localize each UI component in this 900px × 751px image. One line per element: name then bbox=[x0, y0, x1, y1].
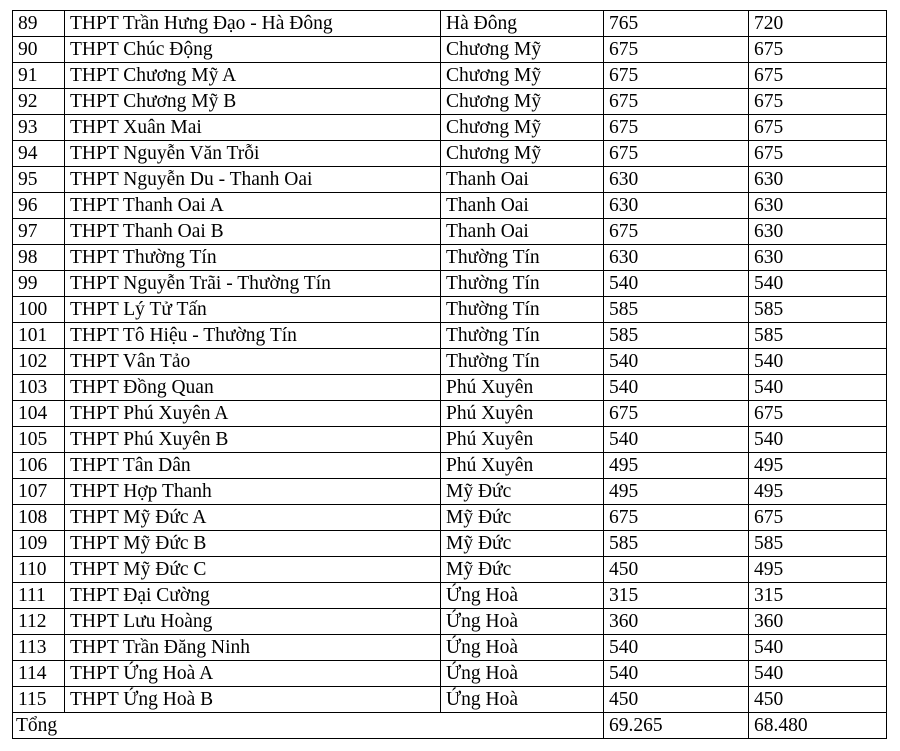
school-name-cell: THPT Nguyễn Trãi - Thường Tín bbox=[65, 271, 441, 297]
table-body bbox=[13, 11, 887, 713]
school-quota-table bbox=[12, 10, 887, 739]
district-cell: Chương Mỹ bbox=[441, 141, 604, 167]
school-name-cell: THPT Lý Tử Tấn bbox=[65, 297, 441, 323]
district-cell: Thường Tín bbox=[441, 349, 604, 375]
school-name-cell: THPT Trần Hưng Đạo - Hà Đông bbox=[65, 11, 441, 37]
value-2-cell: 630 bbox=[749, 167, 887, 193]
value-2-cell: 540 bbox=[749, 635, 887, 661]
value-1-cell: 675 bbox=[604, 219, 749, 245]
district-cell: Chương Mỹ bbox=[441, 37, 604, 63]
value-2-cell: 585 bbox=[749, 323, 887, 349]
value-2-cell: 495 bbox=[749, 557, 887, 583]
total-value-2: 68.480 bbox=[749, 713, 887, 739]
school-name-cell: THPT Xuân Mai bbox=[65, 115, 441, 141]
district-cell: Phú Xuyên bbox=[441, 375, 604, 401]
school-name-cell: THPT Chương Mỹ B bbox=[65, 89, 441, 115]
value-1-cell: 675 bbox=[604, 115, 749, 141]
table-row bbox=[13, 11, 887, 37]
value-2-cell: 675 bbox=[749, 505, 887, 531]
value-1-cell: 540 bbox=[604, 375, 749, 401]
value-1-cell: 675 bbox=[604, 89, 749, 115]
school-name-cell: THPT Chúc Động bbox=[65, 37, 441, 63]
table-row bbox=[13, 401, 887, 427]
table-row bbox=[13, 505, 887, 531]
school-name-cell: THPT Thanh Oai B bbox=[65, 219, 441, 245]
school-name-cell: THPT Phú Xuyên A bbox=[65, 401, 441, 427]
value-1-cell: 675 bbox=[604, 141, 749, 167]
table-row bbox=[13, 167, 887, 193]
row-number-cell: 92 bbox=[13, 89, 65, 115]
value-1-cell: 540 bbox=[604, 349, 749, 375]
table-row bbox=[13, 531, 887, 557]
table-row bbox=[13, 375, 887, 401]
row-number-cell: 109 bbox=[13, 531, 65, 557]
district-cell: Mỹ Đức bbox=[441, 531, 604, 557]
school-name-cell: THPT Nguyễn Văn Trỗi bbox=[65, 141, 441, 167]
value-2-cell: 540 bbox=[749, 349, 887, 375]
value-1-cell: 765 bbox=[604, 11, 749, 37]
table-row bbox=[13, 63, 887, 89]
table-row bbox=[13, 479, 887, 505]
row-number-cell: 110 bbox=[13, 557, 65, 583]
table-row bbox=[13, 557, 887, 583]
row-number-cell: 105 bbox=[13, 427, 65, 453]
total-row bbox=[13, 713, 887, 739]
row-number-cell: 113 bbox=[13, 635, 65, 661]
district-cell: Ứng Hoà bbox=[441, 609, 604, 635]
table-row bbox=[13, 297, 887, 323]
district-cell: Phú Xuyên bbox=[441, 427, 604, 453]
value-2-cell: 720 bbox=[749, 11, 887, 37]
value-1-cell: 450 bbox=[604, 557, 749, 583]
value-1-cell: 360 bbox=[604, 609, 749, 635]
row-number-cell: 89 bbox=[13, 11, 65, 37]
value-2-cell: 585 bbox=[749, 531, 887, 557]
value-1-cell: 630 bbox=[604, 167, 749, 193]
district-cell: Thường Tín bbox=[441, 323, 604, 349]
district-cell: Phú Xuyên bbox=[441, 453, 604, 479]
district-cell: Thanh Oai bbox=[441, 167, 604, 193]
row-number-cell: 99 bbox=[13, 271, 65, 297]
district-cell: Chương Mỹ bbox=[441, 115, 604, 141]
value-1-cell: 675 bbox=[604, 37, 749, 63]
value-1-cell: 540 bbox=[604, 427, 749, 453]
school-name-cell: THPT Mỹ Đức A bbox=[65, 505, 441, 531]
total-label: Tổng bbox=[13, 713, 604, 739]
district-cell: Mỹ Đức bbox=[441, 557, 604, 583]
district-cell: Ứng Hoà bbox=[441, 661, 604, 687]
row-number-cell: 107 bbox=[13, 479, 65, 505]
value-2-cell: 630 bbox=[749, 219, 887, 245]
school-name-cell: THPT Ứng Hoà A bbox=[65, 661, 441, 687]
row-number-cell: 90 bbox=[13, 37, 65, 63]
row-number-cell: 108 bbox=[13, 505, 65, 531]
value-2-cell: 540 bbox=[749, 427, 887, 453]
district-cell: Mỹ Đức bbox=[441, 505, 604, 531]
table-row bbox=[13, 271, 887, 297]
district-cell: Chương Mỹ bbox=[441, 89, 604, 115]
table-row bbox=[13, 323, 887, 349]
value-2-cell: 675 bbox=[749, 89, 887, 115]
school-name-cell: THPT Lưu Hoàng bbox=[65, 609, 441, 635]
school-name-cell: THPT Vân Tảo bbox=[65, 349, 441, 375]
row-number-cell: 115 bbox=[13, 687, 65, 713]
row-number-cell: 111 bbox=[13, 583, 65, 609]
school-name-cell: THPT Chương Mỹ A bbox=[65, 63, 441, 89]
value-2-cell: 540 bbox=[749, 375, 887, 401]
value-1-cell: 585 bbox=[604, 323, 749, 349]
school-name-cell: THPT Thanh Oai A bbox=[65, 193, 441, 219]
row-number-cell: 95 bbox=[13, 167, 65, 193]
district-cell: Ứng Hoà bbox=[441, 687, 604, 713]
school-name-cell: THPT Phú Xuyên B bbox=[65, 427, 441, 453]
district-cell: Thanh Oai bbox=[441, 219, 604, 245]
value-1-cell: 675 bbox=[604, 401, 749, 427]
school-name-cell: THPT Nguyễn Du - Thanh Oai bbox=[65, 167, 441, 193]
row-number-cell: 112 bbox=[13, 609, 65, 635]
row-number-cell: 93 bbox=[13, 115, 65, 141]
table-row bbox=[13, 583, 887, 609]
value-2-cell: 630 bbox=[749, 193, 887, 219]
value-2-cell: 675 bbox=[749, 63, 887, 89]
row-number-cell: 96 bbox=[13, 193, 65, 219]
district-cell: Ứng Hoà bbox=[441, 583, 604, 609]
value-1-cell: 630 bbox=[604, 245, 749, 271]
value-1-cell: 540 bbox=[604, 635, 749, 661]
row-number-cell: 97 bbox=[13, 219, 65, 245]
row-number-cell: 91 bbox=[13, 63, 65, 89]
district-cell: Thường Tín bbox=[441, 245, 604, 271]
value-2-cell: 540 bbox=[749, 661, 887, 687]
value-1-cell: 495 bbox=[604, 479, 749, 505]
school-name-cell: THPT Đồng Quan bbox=[65, 375, 441, 401]
table-row bbox=[13, 687, 887, 713]
value-1-cell: 450 bbox=[604, 687, 749, 713]
value-1-cell: 675 bbox=[604, 63, 749, 89]
table-row bbox=[13, 635, 887, 661]
table-row bbox=[13, 141, 887, 167]
value-2-cell: 675 bbox=[749, 401, 887, 427]
value-2-cell: 450 bbox=[749, 687, 887, 713]
table-row bbox=[13, 453, 887, 479]
value-1-cell: 675 bbox=[604, 505, 749, 531]
school-name-cell: THPT Đại Cường bbox=[65, 583, 441, 609]
school-name-cell: THPT Thường Tín bbox=[65, 245, 441, 271]
row-number-cell: 100 bbox=[13, 297, 65, 323]
row-number-cell: 102 bbox=[13, 349, 65, 375]
school-name-cell: THPT Tân Dân bbox=[65, 453, 441, 479]
table-row bbox=[13, 89, 887, 115]
district-cell: Mỹ Đức bbox=[441, 479, 604, 505]
value-2-cell: 585 bbox=[749, 297, 887, 323]
table-row bbox=[13, 193, 887, 219]
table-row bbox=[13, 661, 887, 687]
table-row bbox=[13, 427, 887, 453]
value-2-cell: 675 bbox=[749, 115, 887, 141]
table-row bbox=[13, 219, 887, 245]
value-1-cell: 495 bbox=[604, 453, 749, 479]
table-row bbox=[13, 349, 887, 375]
school-name-cell: THPT Tô Hiệu - Thường Tín bbox=[65, 323, 441, 349]
district-cell: Phú Xuyên bbox=[441, 401, 604, 427]
district-cell: Thường Tín bbox=[441, 271, 604, 297]
district-cell: Chương Mỹ bbox=[441, 63, 604, 89]
total-value-1: 69.265 bbox=[604, 713, 749, 739]
district-cell: Thanh Oai bbox=[441, 193, 604, 219]
value-2-cell: 315 bbox=[749, 583, 887, 609]
row-number-cell: 104 bbox=[13, 401, 65, 427]
value-1-cell: 585 bbox=[604, 297, 749, 323]
row-number-cell: 98 bbox=[13, 245, 65, 271]
table-row bbox=[13, 37, 887, 63]
table-row bbox=[13, 245, 887, 271]
table-row bbox=[13, 115, 887, 141]
table-row bbox=[13, 609, 887, 635]
value-1-cell: 540 bbox=[604, 271, 749, 297]
row-number-cell: 103 bbox=[13, 375, 65, 401]
value-2-cell: 495 bbox=[749, 453, 887, 479]
row-number-cell: 106 bbox=[13, 453, 65, 479]
district-cell: Thường Tín bbox=[441, 297, 604, 323]
district-cell: Ứng Hoà bbox=[441, 635, 604, 661]
district-cell: Hà Đông bbox=[441, 11, 604, 37]
row-number-cell: 101 bbox=[13, 323, 65, 349]
value-2-cell: 360 bbox=[749, 609, 887, 635]
value-2-cell: 675 bbox=[749, 141, 887, 167]
value-1-cell: 315 bbox=[604, 583, 749, 609]
school-name-cell: THPT Mỹ Đức C bbox=[65, 557, 441, 583]
value-1-cell: 540 bbox=[604, 661, 749, 687]
school-name-cell: THPT Hợp Thanh bbox=[65, 479, 441, 505]
row-number-cell: 114 bbox=[13, 661, 65, 687]
value-1-cell: 630 bbox=[604, 193, 749, 219]
value-2-cell: 540 bbox=[749, 271, 887, 297]
row-number-cell: 94 bbox=[13, 141, 65, 167]
value-2-cell: 675 bbox=[749, 37, 887, 63]
school-name-cell: THPT Mỹ Đức B bbox=[65, 531, 441, 557]
value-2-cell: 495 bbox=[749, 479, 887, 505]
school-name-cell: THPT Trần Đăng Ninh bbox=[65, 635, 441, 661]
value-2-cell: 630 bbox=[749, 245, 887, 271]
value-1-cell: 585 bbox=[604, 531, 749, 557]
school-name-cell: THPT Ứng Hoà B bbox=[65, 687, 441, 713]
